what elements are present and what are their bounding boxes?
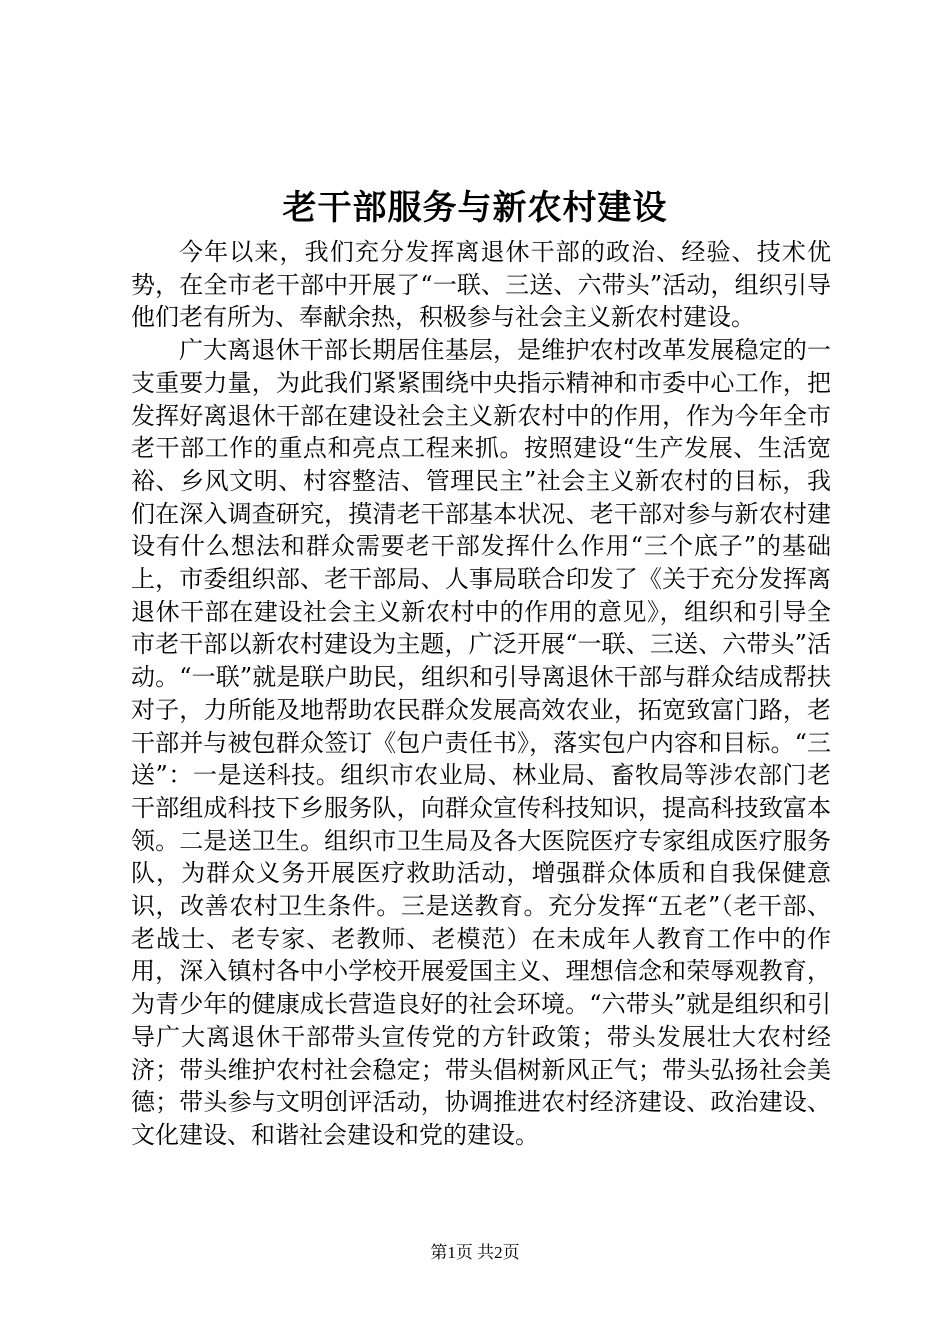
paragraph: 广大离退休干部长期居住基层，是维护农村改革发展稳定的一支重要力量，为此我们紧紧围绕中央指示精神和市委中心工作，把发挥好离退休干部在建设社会主义新农村中的作用，作为今年全市老干部工作的重点和亮点工程来抓。按照建设“生产发展、生活宽裕、乡风文明、村容整洁、管理民主”社会主义新农村的目标，我们在深入调查研究，摸清老干部基本状况、老干部对参与新农村建设有什么想法和群众需要老干部发挥什么作用“三个底子”的基础上，市委组织部、老干部局、人事局联合印发了《关于充分发挥离退休干部在建设社会主义新农村中的作用的意见》，组织和引导全市老干部以新农村建设为主题，广泛开展“一联、三送、六带头”活动。“一联”就是联户助民，组织和引导离退休干部与群众结成帮扶对子，力所能及地帮助农民群众发展高效农业，拓宽致富门路，老干部并与被包群众签订《包户责任书》，落实包户内容和目标。“三送”：一是送科技。组织市农业局、林业局、畜牧局等涉农部门老干部组成科技下乡服务队，向群众宣传科技知识，提高科技致富本领。二是送卫生。组织市卫生局及各大医院医疗专家组成医疗服务队，为群众义务开展医疗救助活动，增强群众体质和自我保健意识，改善农村卫生条件。三是送教育。充分发挥“五老”（老干部、老战士、老专家、老教师、老模范）在未成年人教育工作中的作用，深入镇村各中小学校开展爱国主义、理想信念和荣辱观教育，为青少年的健康成长营造良好的社会环境。“六带头”就是组织和引导广大离退休干部带头宣传党的方针政策；带头发展壮大农村经济；带头维护农村社会稳定；带头倡树新风正气；带头弘扬社会美德；带头参与文明创评活动，协调推进农村经济建设、政治建设、文化建设、和谐社会建设和党的建设。 [131, 336, 831, 1149]
page-footer: 第1页 共2页 [430, 1243, 520, 1262]
document-title: 老干部服务与新农村建设 [282, 188, 668, 228]
document-body [131, 236, 831, 1152]
paragraph: 今年以来，我们充分发挥离退休干部的政治、经验、技术优势，在全市老干部中开展了“一联、三送、六带头”活动，组织引导他们老有所为、奉献余热，积极参与社会主义新农村建设。 [131, 238, 831, 332]
